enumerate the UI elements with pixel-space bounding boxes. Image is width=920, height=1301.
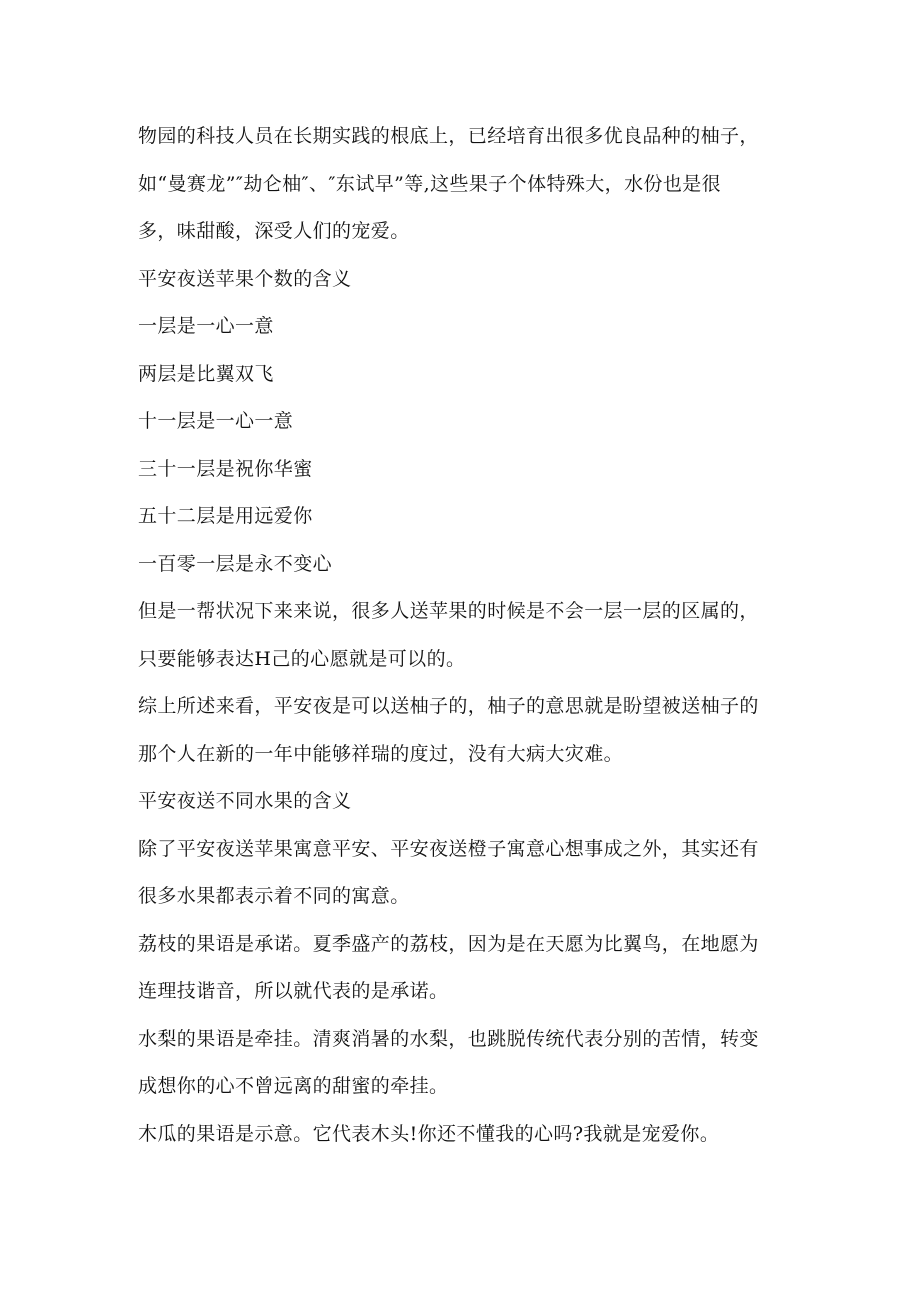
text-line: 如“曼赛龙”″劫仑柚″、″东试早”等,这些果子个体特殊大，水份也是很	[138, 172, 722, 195]
paragraph-other-fruits	[138, 826, 800, 921]
paragraph-pomelo-varieties	[138, 113, 800, 256]
text-line: 十一层是一心一意	[138, 410, 294, 432]
list-item-eleven-layers	[138, 398, 800, 446]
paragraph-papaya	[138, 1111, 800, 1159]
text-line: 水梨的果语是牵挂。清爽消暑的水梨，也跳脱传统代表分别的苦情，转变	[138, 1027, 759, 1050]
list-item-two-layers	[138, 351, 800, 399]
heading-apple-count-meaning	[138, 256, 800, 304]
paragraph-summary	[138, 683, 800, 778]
heading-fruit-meanings	[138, 778, 800, 826]
text-line: 连理技谐音，所以就代表的是承诺。	[138, 980, 449, 1002]
text-line: 一层是一心一意	[138, 315, 274, 337]
text-line: 平安夜送不同水果的含义	[138, 790, 352, 812]
list-item-thirty-one-layers	[138, 446, 800, 494]
text-line: 只要能够表达H己的心愿就是可以的。	[138, 647, 466, 670]
text-line: 三十一层是祝你华蜜	[138, 457, 313, 480]
text-line: 除了平安夜送苹果寓意平安、平安夜送橙子寓意心想事成之外，其实还有	[138, 837, 759, 860]
text-line: 平安夜送苹果个数的含义	[138, 267, 352, 290]
text-line: 一百零一层是永不变心	[138, 552, 333, 575]
paragraph-lychee	[138, 921, 800, 1016]
text-line: 多，味甜酸，深受人们的宠爱。	[138, 220, 410, 242]
paragraph-layer-distinction	[138, 588, 800, 683]
text-line: 两层是比翼双飞	[138, 362, 274, 385]
text-line: 荔枝的果语是承诺。夏季盛产的荔枝，因为是在天愿为比翼鸟，在地愿为	[138, 932, 759, 955]
list-item-one-layer	[138, 303, 800, 351]
text-line: 但是一帮状况下来来说，很多人送苹果的时候是不会一层一层的区属的，	[138, 600, 759, 622]
text-line: 那个人在新的一年中能够祥瑞的度过，没有大病大灾难。	[138, 742, 624, 765]
text-line: 很多水果都表示着不同的寓意。	[138, 885, 410, 907]
text-line: 五十二层是用远爱你	[138, 505, 313, 527]
list-item-fifty-two-layers	[138, 493, 800, 541]
text-line: 综上所述来看，平安夜是可以送柚子的，柚子的意思就是盼望被送柚子的	[138, 695, 759, 717]
list-item-hundred-one-layers	[138, 541, 800, 589]
text-line: 物园的科技人员在长期实践的根底上，已经培育出很多优良品种的柚子，	[138, 125, 759, 147]
text-line: 成想你的心不曾远离的甜蜜的牵挂。	[138, 1075, 449, 1097]
text-line: 木瓜的果语是示意。它代表木头!你还不懂我的心吗?我就是宠爱你。	[138, 1122, 720, 1145]
paragraph-pear	[138, 1016, 800, 1111]
